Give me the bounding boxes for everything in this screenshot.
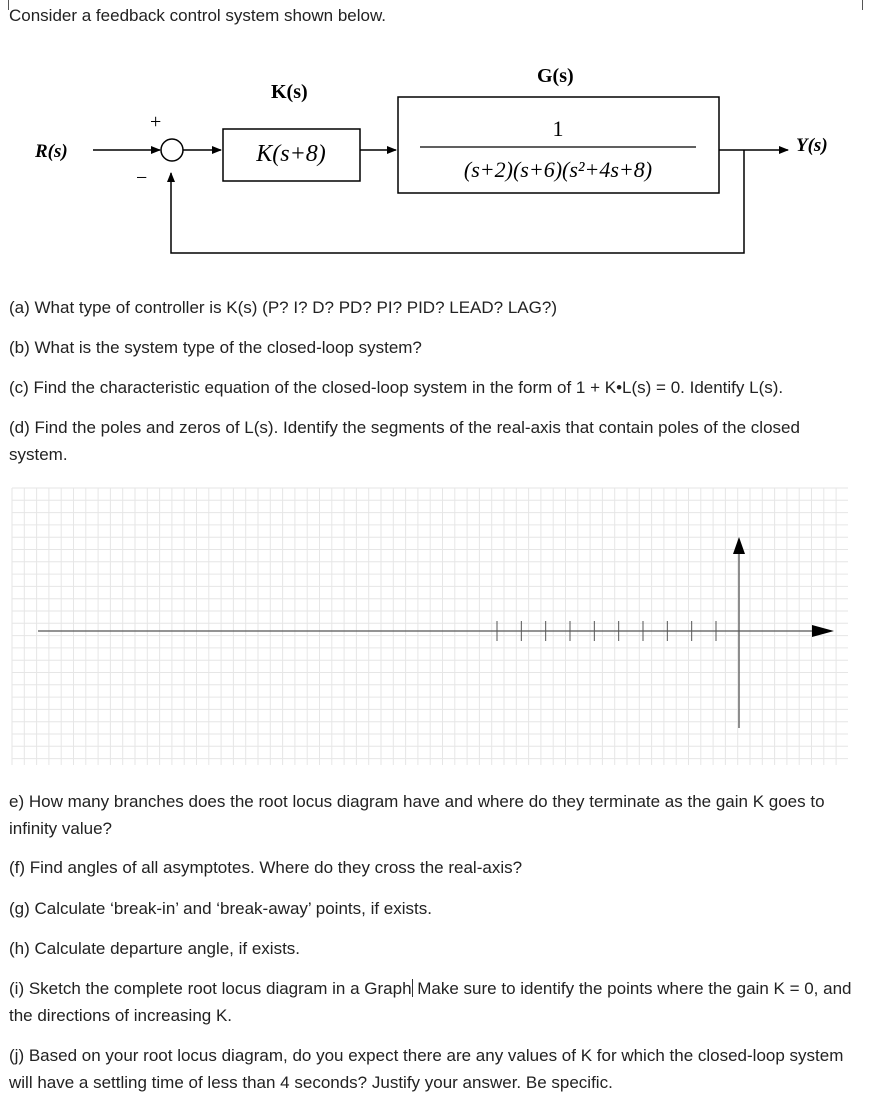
question-f: (f) Find angles of all asymptotes. Where do they cross the real-axis?: [9, 858, 523, 877]
block-diagram: [0, 50, 872, 270]
minus-sign: −: [136, 167, 148, 189]
question-i-part1: (i) Sketch the complete root locus diagram in a Graph: [9, 979, 412, 998]
plus-sign: +: [150, 111, 162, 133]
page-corner-mark-left: [8, 0, 9, 10]
question-j: (j) Based on your root locus diagram, do you expect there are any values of K for which the closed-loop system will have a settling time of less than 4 seconds? Justify your answer. Be specific.: [9, 1046, 844, 1092]
page-corner-mark-right: [862, 0, 863, 10]
controller-expression: K(s+8): [256, 141, 326, 167]
intro-text: Consider a feedback control system shown below.: [9, 6, 387, 25]
question-b: (b) What is the system type of the closed-loop system?: [9, 338, 422, 357]
imaginary-axis-arrowhead: [733, 537, 745, 554]
summing-junction: [161, 139, 183, 161]
plant-denominator: (s+2)(s+6)(s²+4s+8): [463, 157, 653, 182]
plant-title: G(s): [537, 65, 574, 87]
graph-grid: [12, 488, 848, 765]
question-e: e) How many branches does the root locus diagram have and where do they terminate as the gain K goes to infinity value?: [9, 792, 825, 838]
output-label: Y(s): [796, 135, 828, 156]
question-h: (h) Calculate departure angle, if exists.: [9, 939, 301, 958]
input-label: R(s): [35, 141, 68, 162]
question-c: (c) Find the characteristic equation of the closed-loop system in the form of 1 + K•L(s) = 0. Identify L(s).: [9, 378, 784, 397]
plant-numerator: 1: [552, 116, 564, 141]
question-i-part2: Make sure to identify the points where the gain K = 0, and the directions of increasing K.: [9, 979, 852, 1025]
controller-title: K(s): [271, 81, 308, 103]
root-locus-graph: [0, 482, 872, 767]
question-d: (d) Find the poles and zeros of L(s). Identify the segments of the real-axis that contain poles of the closed system.: [9, 418, 800, 464]
question-a: (a) What type of controller is K(s) (P? I? D? PD? PI? PID? LEAD? LAG?): [9, 298, 557, 317]
question-g: (g) Calculate ‘break-in’ and ‘break-away’ points, if exists.: [9, 899, 432, 918]
question-i: [9, 975, 859, 1029]
